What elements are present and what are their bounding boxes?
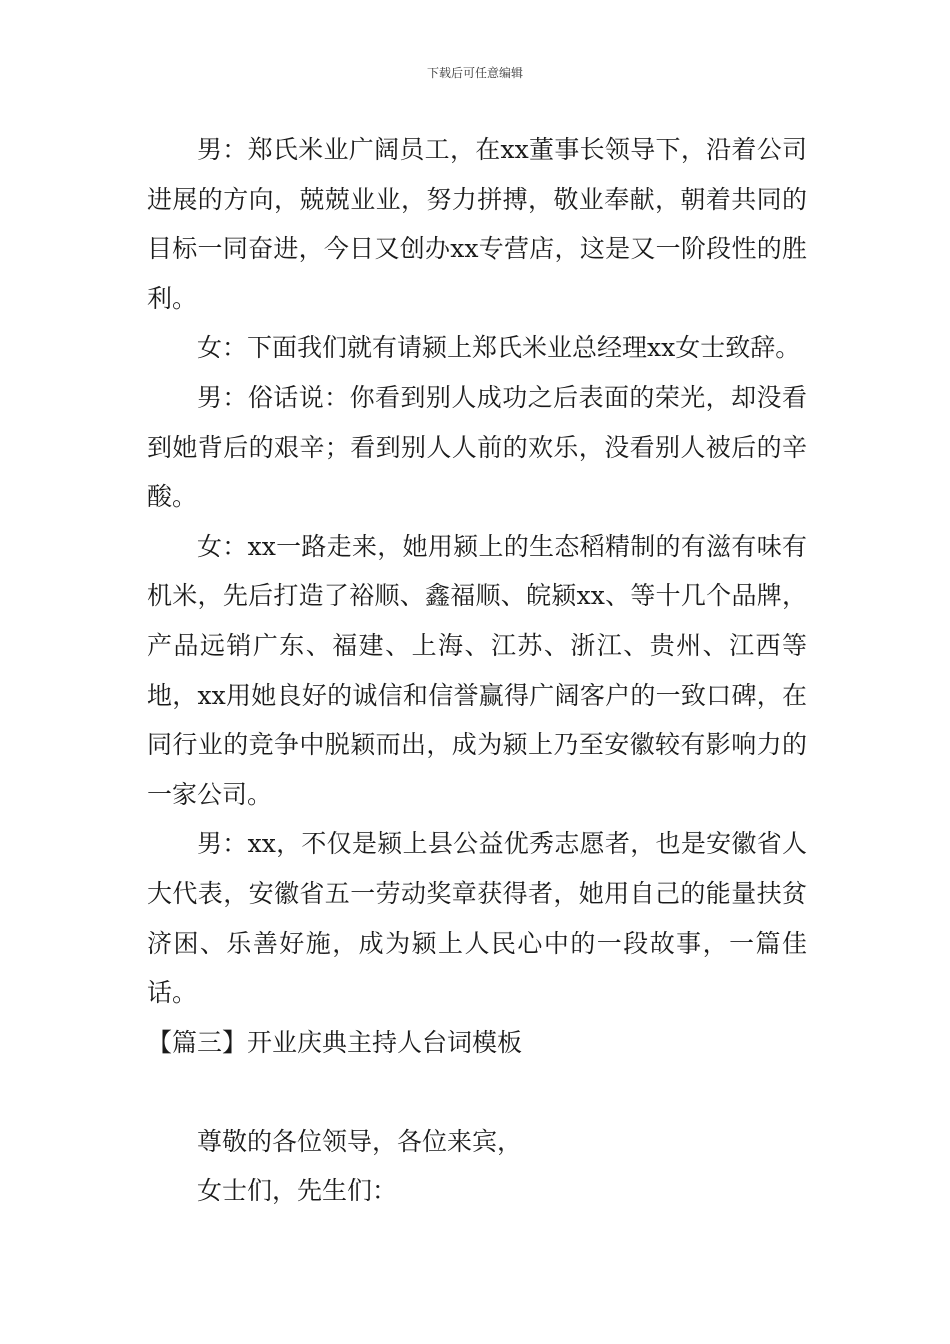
paragraph-3: 男：俗话说：你看到别人成功之后表面的荣光，却没看到她背后的艰辛；看到别人人前的欢乐，没看别人被后的辛酸。 — [147, 382, 807, 512]
greeting-line-2: 女士们，先生们： — [197, 1176, 398, 1206]
paragraph-5: 男：xx，不仅是颍上县公益优秀志愿者，也是安徽省人大代表，安徽省五一劳动奖章获得者，她用自己的能量扶贫济困、乐善好施，成为颍上人民心中的一段故事，一篇佳话。 — [147, 829, 807, 1008]
page-header: 下载后可任意编辑 — [426, 66, 523, 80]
paragraph-2: 女：下面我们就有请颍上郑氏米业总经理xx女士致辞。 — [197, 333, 801, 363]
paragraph-1: 男：郑氏米业广阔员工，在xx董事长领导下，沿着公司进展的方向，兢兢业业，努力拼搏，敬业奉献，朝着共同的目标一同奋进，今日又创办xx专营店，这是又一阶段性的胜利。 — [147, 135, 807, 313]
blank-line — [147, 1067, 807, 1117]
section-heading: 【篇三】开业庆典主持人台词模板 — [147, 1027, 523, 1057]
paragraph-4: 女：xx一路走来，她用颍上的生态稻精制的有滋有味有机米，先后打造了裕顺、鑫福顺、皖颍xx、等十几个品牌，产品远销广东、福建、上海、江苏、浙江、贵州、江西等地，xx用她良好的诚信和信誉赢得广阔客户的一致口碑，在同行业的竞争中脱颖而出，成为颍上乃至安徽较有影响力的一家公司。 — [147, 531, 807, 809]
greeting-line-1: 尊敬的各位领导，各位来宾， — [197, 1126, 523, 1156]
document-body — [147, 125, 807, 1216]
